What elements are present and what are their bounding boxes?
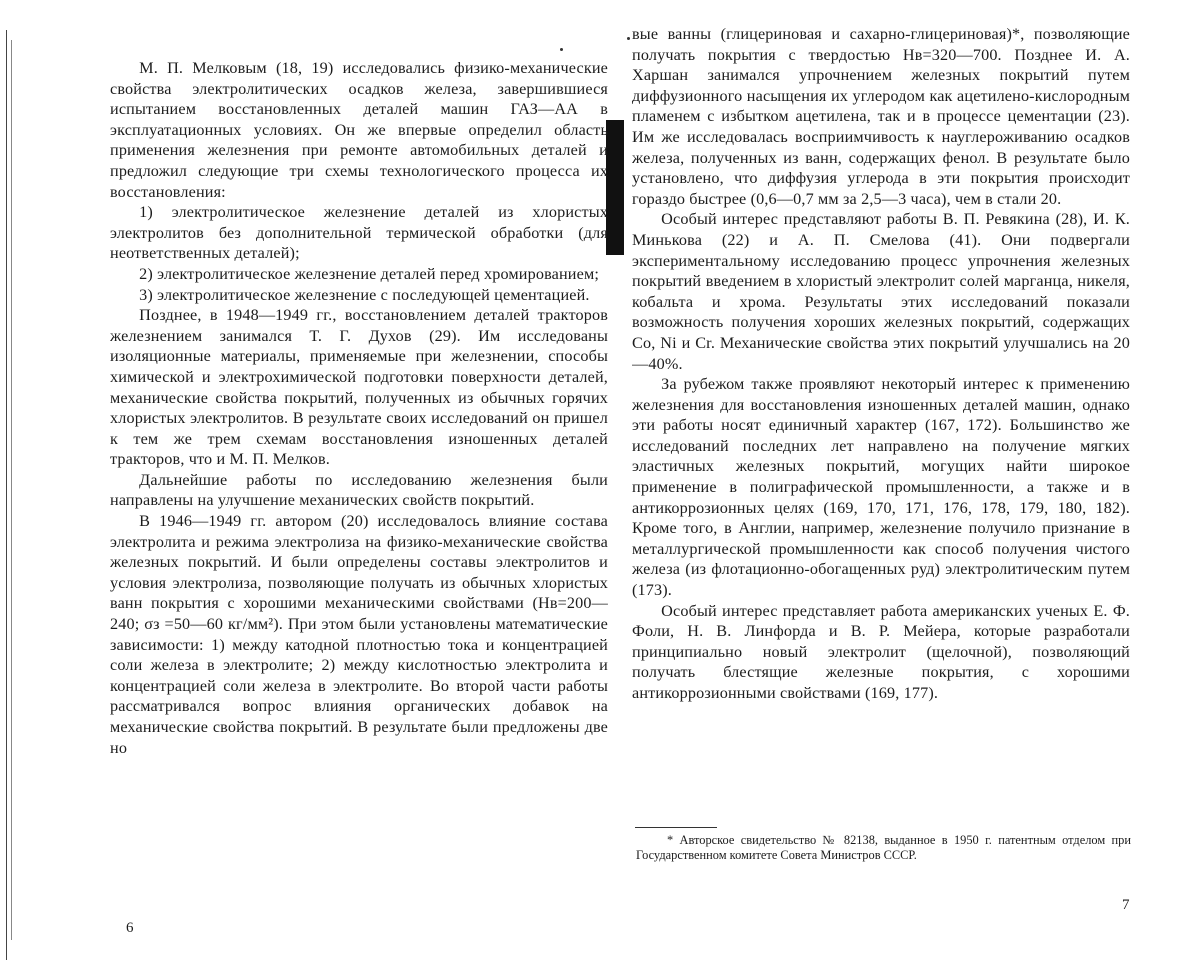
page-number-right: 7 [1122, 897, 1130, 913]
scan-speck [627, 37, 630, 40]
footnote-divider [635, 827, 717, 828]
paragraph: Особый интерес представляет работа американских ученых Е. Ф. Фоли, Н. В. Линфорда и В. Р. Мейера, которые разработали принципиально новый электролит (щелочной), позволяющий получать блестящие железные покрытия, с хорошими антикоррозионными свойствами (169, 177). [632, 601, 1130, 702]
right-page-column [632, 24, 1130, 799]
paragraph: М. П. Мелковым (18, 19) исследовались физико-механические свойства электролитических осадков железа, завершившиеся испытанием восстановленных деталей машин ГАЗ—АА в эксплуатационных условиях. Он же впервые определил область применения железнения при ремонте автомобильных деталей и предложил следующие три схемы технологического процесса их восстановления: [110, 59, 608, 201]
list-item: 3) электролитическое железнение с последующей цементацией. [139, 285, 590, 304]
page-number-left: 6 [126, 920, 134, 936]
binding-edge-line [11, 40, 12, 940]
footnote: * Авторское свидетельство № 82138, выданное в 1950 г. патентным отделом при Государственном комитете Совета Министров СССР. [636, 833, 1131, 862]
binding-edge-line [6, 30, 7, 960]
paragraph: В 1946—1949 гг. автором (20) исследовалось влияние состава электролита и режима электролиза на физико-механические свойства железных покрытий. И были определены составы электролитов и условия электролиза, позволяющие получать из обычных хлористых ванн покрытия с хорошими механическими свойствами (Нв=200—240; σз =50—60 кг/мм²). При этом были установлены математические зависимости: 1) между катодной плотностью тока и концентрацией соли железа в электролите; 2) между кислотностью электролита и концентрацией соли железа в электролите. Во второй части работы рассматривался вопрос влияния органических добавок на механические свойства покрытий. В результате были предложены две но [110, 512, 608, 757]
scan-speck [560, 48, 563, 51]
paragraph: вые ванны (глицериновая и сахарно-глицериновая)*, позволяющие получать покрытия с твердостью Нв=320—700. Позднее И. А. Харшан занимался упрочнением железных покрытий путем диффузионного насыщения их углеродом как ацетилено-кислородным пламенем с избытком ацетилена, так и в процессе цементации (23). Им же исследовалась восприимчивость к науглероживанию осадков железа, полученных из ванн, содержащих фенол. В результате было установлено, что диффузия углерода в эти покрытия происходит гораздо быстрее (0,6—0,7 мм за 2,5—3 часа), чем в стали 20. [632, 25, 1130, 208]
list-item: 1) электролитическое железнение деталей из хлористых электролитов без дополнительной термической обработки (для неответственных деталей); [110, 203, 608, 263]
paragraph: Позднее, в 1948—1949 гг., восстановлением деталей тракторов железнением занимался Т. Г. Духов (29). Им исследованы изоляционные материалы, применяемые при железнении, способы химической и электрохимической подготовки поверхности деталей, механические свойства покрытий, полученных из обычных горячих хлористых электролитов. В результате своих исследований он пришел к тем же трем схемам восстановления изношенных деталей тракторов, что и М. П. Мелков. [110, 306, 608, 469]
list-item: 2) электролитическое железнение деталей перед хромированием; [139, 264, 599, 283]
gutter-shadow [606, 120, 624, 255]
paragraph: Особый интерес представляют работы В. П. Ревякина (28), И. К. Минькова (22) и А. П. Смелова (41). Они подвергали экспериментальному исследованию процесс упрочнения железных покрытий введением в хлористый электролит солей марганца, никеля, кобальта и хрома. Результаты этих исследований показали возможность получения хороших железных покрытий, содержащих Co, Ni и Cr. Механические свойства этих покрытий улучшались на 20—40%. [632, 210, 1130, 373]
paragraph: За рубежом также проявляют некоторый интерес к применению железнения для восстановления изношенных деталей машин, однако эти работы носят единичный характер (167, 172). Большинство же исследований последних лет направлено на получение мягких эластичных железных покрытий, могущих найти широкое применение в полиграфической промышленности, а также и в антикоррозионных целях (169, 170, 171, 176, 178, 179, 180, 182). Кроме того, в Англии, например, железнение получило признание в металлургической промышленности как способ получения чистого железа (из флотационно-обогащенных руд) электролитическим путем (173). [632, 375, 1130, 600]
left-page-column [110, 58, 608, 908]
paragraph: Дальнейшие работы по исследованию железнения были направлены на улучшение механических свойств покрытий. [110, 470, 608, 510]
